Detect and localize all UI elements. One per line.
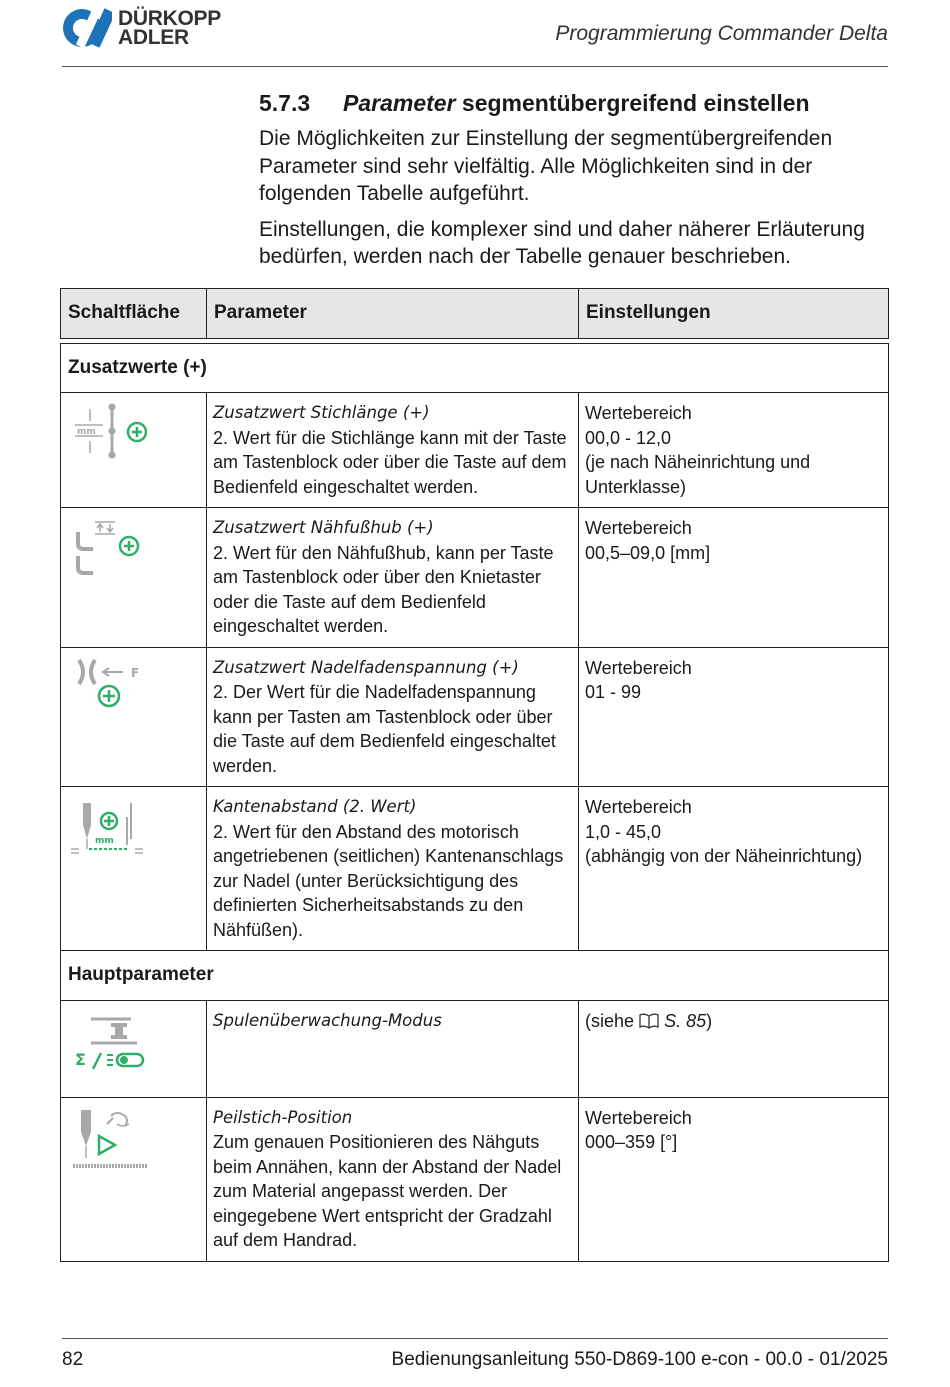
settings-ref-prefix: (siehe <box>585 1010 635 1031</box>
group-label-zusatzwerte: Zusatzwerte (+) <box>61 343 889 393</box>
parameter-cell <box>207 1097 579 1261</box>
section <box>259 90 890 271</box>
parameter-name: Peilstich-Position <box>213 1107 353 1127</box>
thread-tension-plus-icon <box>67 656 147 720</box>
table-row <box>61 1000 889 1097</box>
parameter-name: Spulenüberwachung-Modus <box>213 1010 442 1030</box>
settings-cell <box>579 1097 889 1261</box>
section-heading <box>259 90 890 117</box>
edge-distance-icon <box>67 795 147 867</box>
settings-label: Wertebereich <box>585 403 692 423</box>
page-reference-link[interactable]: S. 85 <box>664 1010 707 1031</box>
bobbin-monitor-button[interactable] <box>61 1000 207 1097</box>
parameter-description: 2. Wert für den Nähfußhub, kann per Taste am Tastenblock oder über den Knietaster oder die Taste auf dem Bedienfeld eingeschaltet werden. <box>213 542 554 636</box>
section-number: 5.7.3 <box>259 90 311 116</box>
foot-lift-plus-button[interactable] <box>61 508 207 648</box>
stitch-length-plus-button[interactable] <box>61 393 207 508</box>
parameter-description: 2. Wert für die Stichlänge kann mit der Taste am Tastenblock oder über die Taste auf dem Bedienfeld eingeschaltet werden. <box>213 427 567 497</box>
svg-text:mm: mm <box>77 427 96 437</box>
parameter-name: Kantenabstand (2. Wert) <box>213 797 417 816</box>
settings-note: (je nach Näheinrichtung und Unterklasse) <box>585 452 811 497</box>
parameter-cell <box>207 508 579 648</box>
settings-cell <box>579 787 889 951</box>
settings-range: 01 - 99 <box>585 682 642 702</box>
column-header-settings: Einstellungen <box>579 289 889 339</box>
settings-label: Wertebereich <box>585 657 692 678</box>
peilstich-position-icon <box>67 1106 151 1178</box>
duerkopp-adler-logo-icon <box>62 8 112 48</box>
group-row-hauptparameter <box>61 951 889 1001</box>
bobbin-monitor-icon <box>67 1009 151 1081</box>
header-divider <box>62 66 888 67</box>
svg-text:Σ: Σ <box>75 1049 86 1069</box>
parameter-name: Zusatzwert Nadelfadenspannung (+) <box>213 657 519 677</box>
section-title-rest: segmentübergreifend einstellen <box>455 90 810 116</box>
parameter-table <box>60 288 889 1262</box>
footer-divider <box>62 1338 888 1339</box>
book-icon <box>639 1013 659 1029</box>
page-number: 82 <box>62 1349 84 1370</box>
settings-cell <box>579 393 889 508</box>
table-row <box>61 787 889 951</box>
column-header-button: Schaltfläche <box>61 289 207 339</box>
group-row-zusatzwerte <box>61 343 889 393</box>
table-header-row <box>61 289 889 339</box>
parameter-cell <box>207 787 579 951</box>
settings-range: 1,0 - 45,0 <box>585 821 662 842</box>
thread-tension-plus-button[interactable] <box>61 647 207 787</box>
stitch-length-plus-icon <box>67 401 147 465</box>
table-row <box>61 393 889 508</box>
settings-label: Wertebereich <box>585 797 692 817</box>
parameter-name: Zusatzwert Stichlänge (+) <box>213 403 430 422</box>
settings-ref-suffix: ) <box>706 1010 713 1031</box>
parameter-cell <box>207 647 579 787</box>
intro-paragraph-1: Die Möglichkeiten zur Einstellung der segmentübergreifenden Parameter sind sehr vielfältig. Alle Möglichkeiten sind in der folgenden Tabelle aufgeführt. <box>259 127 833 205</box>
parameter-cell <box>207 393 579 508</box>
column-header-parameter: Parameter <box>207 289 579 339</box>
footer-document: Bedienungsanleitung 550-D869-100 e-con - 00.0 - 01/2025 <box>391 1349 888 1370</box>
parameter-description: 2. Wert für den Abstand des motorisch angetriebenen (seitlichen) Kantenanschlags zur Nadel (unter Berücksichtigung des definierten Sicherheitsabstands zu den Nähfüßen). <box>213 821 564 940</box>
parameter-name: Zusatzwert Nähfußhub (+) <box>213 518 434 537</box>
settings-cell <box>579 1000 889 1097</box>
parameter-description: Zum genauen Positionieren des Nähguts beim Annähen, kann der Abstand der Nadel zum Material angepasst werden. Der eingegebene Wert entspricht der Gradzahl auf dem Handrad. <box>213 1132 562 1250</box>
intro-paragraph-2: Einstellungen, die komplexer sind und daher näherer Erläuterung bedürfen, werden nach der Tabelle genauer beschrieben. <box>259 217 865 268</box>
section-title-italic: Parameter <box>343 90 456 116</box>
parameter-cell <box>207 1000 579 1097</box>
header-title: Programmierung Commander Delta <box>555 22 888 45</box>
group-label-hauptparameter: Hauptparameter <box>61 951 889 1001</box>
settings-note: (abhängig von der Näheinrichtung) <box>585 846 863 866</box>
brand-line-1: DÜRKOPP <box>118 7 221 30</box>
settings-range: 00,5–09,0 [mm] <box>585 542 711 563</box>
brand-line-2: ADLER <box>118 26 189 49</box>
settings-range: 000–359 [°] <box>585 1132 678 1152</box>
settings-cell <box>579 647 889 787</box>
settings-label: Wertebereich <box>585 518 692 538</box>
parameter-description: 2. Der Wert für die Nadelfadenspannung kann per Tasten am Tastenblock oder über die Taste auf dem Bedienfeld eingeschaltet werden. <box>213 682 556 776</box>
settings-label: Wertebereich <box>585 1107 692 1128</box>
settings-cell <box>579 508 889 648</box>
foot-lift-plus-icon <box>67 516 147 580</box>
table-row <box>61 508 889 648</box>
settings-range: 00,0 - 12,0 <box>585 427 672 448</box>
peilstich-position-button[interactable] <box>61 1097 207 1261</box>
svg-text:F: F <box>131 665 140 680</box>
svg-text:mm: mm <box>95 836 114 846</box>
edge-distance-button[interactable] <box>61 787 207 951</box>
table-row <box>61 1097 889 1261</box>
table-row <box>61 647 889 787</box>
logo <box>62 8 221 48</box>
